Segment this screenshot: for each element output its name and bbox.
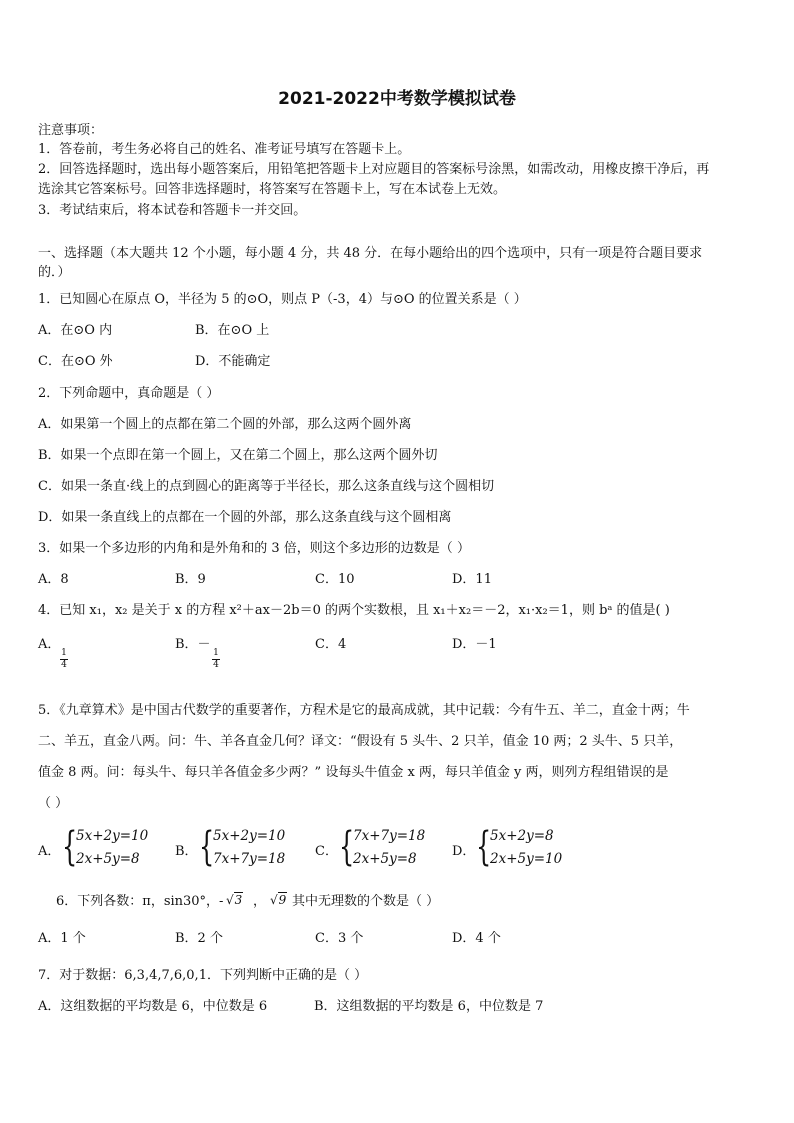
equation-2: 2x+5y=8 — [76, 851, 140, 867]
q5-option-b-system — [199, 824, 299, 874]
q2-stem: 2．下列命题中，真命题是（ ） — [38, 386, 220, 401]
q5-option-c-label: C． — [315, 844, 338, 859]
q4-option-b-fraction — [212, 649, 220, 670]
q6-option-b: B．2 个 — [175, 931, 223, 946]
notes-line-2b: 选涂其它答案标号。回答非选择题时，将答案写在答题卡上，写在本试卷上无效。 — [38, 182, 507, 197]
brace-icon: { — [339, 824, 355, 870]
q5-option-d-label: D． — [452, 844, 476, 859]
q3-option-d: D．11 — [452, 572, 492, 587]
q1-option-b: B．在⊙O 上 — [195, 323, 270, 338]
brace-icon: { — [199, 824, 215, 870]
q1-option-a: A．在⊙O 内 — [38, 323, 113, 338]
fraction-denominator: 4 — [61, 660, 67, 670]
q1-option-c: C．在⊙O 外 — [38, 354, 113, 369]
q6-stem-start: 6．下列各数：π，sin30°，- — [56, 894, 224, 909]
q1-option-d: D．不能确定 — [195, 354, 271, 369]
q5-option-c-system — [339, 824, 439, 874]
equation-2: 7x+7y=18 — [213, 851, 286, 867]
q5-option-a-system — [62, 824, 162, 874]
q4-option-c: C．4 — [315, 637, 347, 652]
q7-option-a: A．这组数据的平均数是 6，中位数是 6 — [38, 999, 268, 1014]
q2-option-c: C．如果一条直·线上的点到圆心的距离等于半径长，那么这条直线与这个圆相切 — [38, 479, 495, 494]
section-line-2: 的．） — [38, 265, 71, 280]
q5-line-2: 二、羊五，直金八两。问：牛、羊各直金几何？译文：“假设有 5 头牛、2 只羊，值金 10 两；2 头牛、5 只羊， — [38, 734, 683, 749]
q4-option-a-fraction — [60, 649, 68, 670]
notes-heading: 注意事项： — [38, 123, 104, 138]
q5-option-b-label: B． — [175, 844, 198, 859]
fraction-numerator: 1 — [61, 648, 67, 658]
q4-stem: 4．已知 x₁，x₂ 是关于 x 的方程 x²＋ax－2b＝0 的两个实数根，且 x₁＋x₂＝－2，x₁·x₂＝1，则 bᵃ 的值是( ) — [38, 603, 670, 618]
equation-1: 5x+2y=10 — [76, 828, 149, 844]
equation-2: 2x+5y=8 — [353, 851, 417, 867]
section-line-1: 一、选择题（本大题共 12 个小题，每小题 4 分，共 48 分．在每小题给出的四个选项中，只有一项是符合题目要求 — [38, 246, 703, 261]
q7-stem: 7．对于数据：6,3,4,7,6,0,1．下列判断中正确的是（ ） — [38, 968, 368, 983]
q5-line-1: 5．《九章算术》是中国古代数学的重要著作，方程术是它的最高成就，其中记载：今有牛五、羊二，直金十两；牛 — [38, 703, 690, 718]
notes-line-1: 1．答卷前，考生务必将自己的姓名、准考证号填写在答题卡上。 — [38, 142, 411, 157]
q1-stem: 1．已知圆心在原点 O，半径为 5 的⊙O，则点 P（-3，4）与⊙O 的位置关系是（ ） — [38, 292, 527, 307]
q6-sqrt-9 — [270, 893, 287, 907]
equation-1: 7x+7y=18 — [353, 828, 426, 844]
brace-icon: { — [62, 824, 78, 870]
notes-line-2a: 2．回答选择题时，选出每小题答案后，用铅笔把答题卡上对应题目的答案标号涂黑，如需改动，用橡皮擦干净后，再 — [38, 162, 710, 177]
q4-option-d: D．－1 — [452, 637, 497, 652]
radical-icon: √ — [226, 893, 234, 907]
q5-option-a-label: A． — [38, 844, 61, 859]
q6-sqrt-3 — [226, 893, 243, 907]
q6-option-c: C．3 个 — [315, 931, 364, 946]
q5-line-4: （ ） — [38, 796, 69, 811]
fraction-denominator: 4 — [213, 660, 219, 670]
fraction-numerator: 1 — [213, 648, 219, 658]
q3-option-a: A．8 — [38, 572, 69, 587]
q2-option-d: D．如果一条直线上的点都在一个圆的外部，那么这条直线与这个圆相离 — [38, 510, 452, 525]
radicand: 9 — [278, 893, 287, 907]
q5-option-d-system — [476, 824, 576, 874]
notes-line-3: 3．考试结束后，将本试卷和答题卡一并交回。 — [38, 203, 307, 218]
q6-option-d: D．4 个 — [452, 931, 501, 946]
q3-option-c: C．10 — [315, 572, 355, 587]
equation-1: 5x+2y=8 — [490, 828, 554, 844]
q3-stem: 3．如果一个多边形的内角和是外角和的 3 倍，则这个多边形的边数是（ ） — [38, 541, 470, 556]
q6-stem-end: 其中无理数的个数是（ ） — [292, 894, 440, 909]
equation-2: 2x+5y=10 — [490, 851, 563, 867]
radical-icon: √ — [270, 893, 278, 907]
q2-option-b: B．如果一个点即在第一个圆上，又在第二个圆上，那么这两个圆外切 — [38, 448, 438, 463]
equation-1: 5x+2y=10 — [213, 828, 286, 844]
q5-line-3: 值金 8 两。问：每头牛、每只羊各值金多少两？” 设每头牛值金 x 两，每只羊值金 y 两，则列方程组错误的是 — [38, 765, 669, 780]
q2-option-a: A．如果第一个圆上的点都在第二个圆的外部，那么这两个圆外离 — [38, 417, 412, 432]
brace-icon: { — [476, 824, 492, 870]
q4-option-b: B．－ — [175, 637, 211, 652]
q3-option-b: B．9 — [175, 572, 206, 587]
q7-option-b: B．这组数据的平均数是 6，中位数是 7 — [314, 999, 544, 1014]
q6-separator: ， — [253, 894, 267, 909]
radicand: 3 — [234, 893, 243, 907]
q4-option-a: A． — [38, 637, 61, 652]
q6-option-a: A．1 个 — [38, 931, 86, 946]
page-title: 2021-2022中考数学模拟试卷 — [278, 89, 516, 109]
